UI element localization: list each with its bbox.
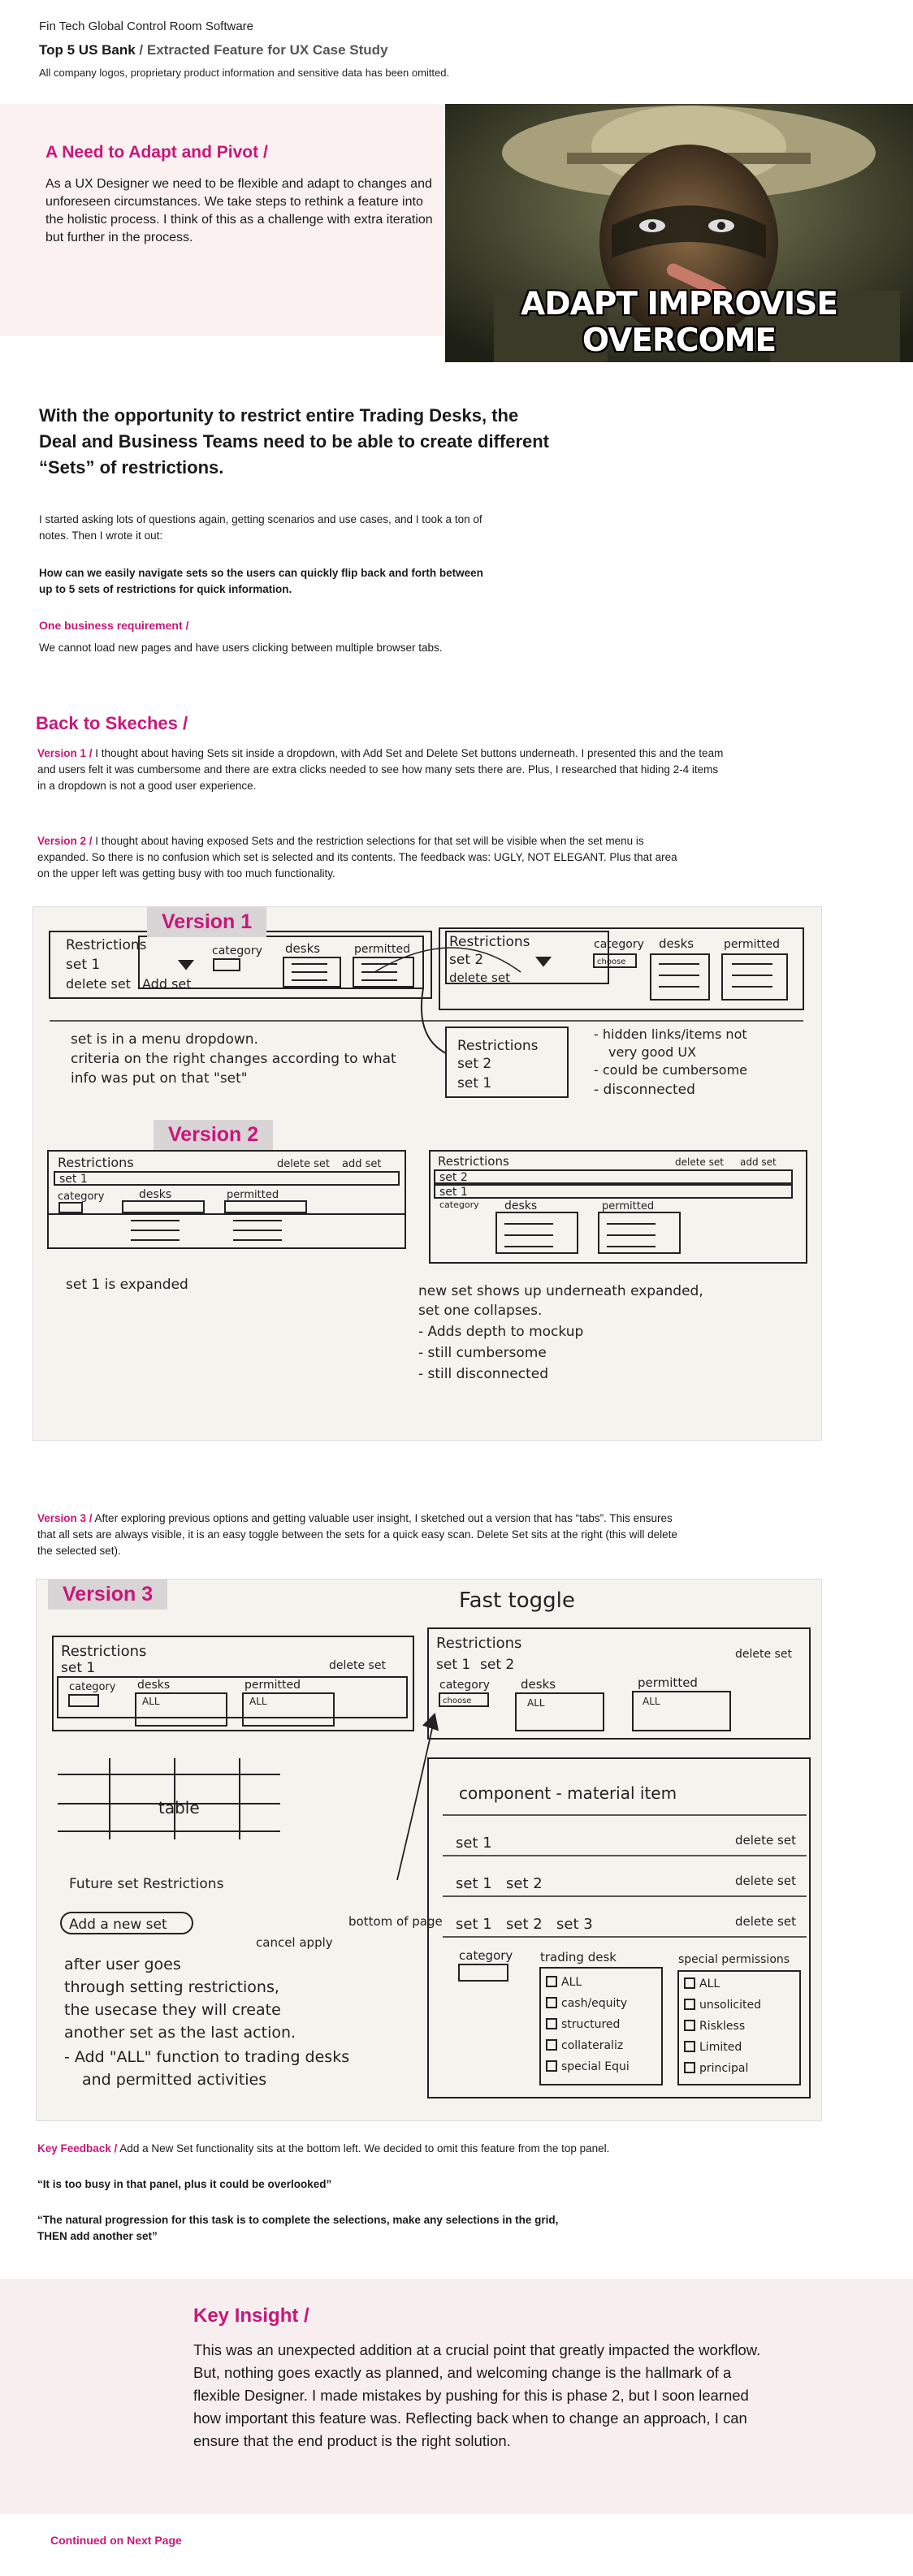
trading-desk-checkbox bbox=[547, 2040, 556, 2050]
trading-desk-checkbox bbox=[547, 2019, 556, 2029]
s3-fast-toggle: Fast toggle bbox=[459, 1588, 575, 1613]
s2r-desks: desks bbox=[504, 1199, 538, 1212]
continued-link[interactable]: Continued on Next Page bbox=[50, 2534, 182, 2547]
key-feedback-label: Key Feedback / bbox=[37, 2142, 118, 2155]
s3-category: category bbox=[69, 1681, 116, 1693]
feedback-quote-2a: “The natural progression for this task is to complete the selections, make any selections in the grid, bbox=[37, 2214, 559, 2226]
trading-desk-checkbox bbox=[547, 1998, 556, 2008]
s3-note2: through setting restrictions, bbox=[64, 1978, 279, 1996]
requirement-label: One business requirement / bbox=[39, 619, 189, 632]
page-title bbox=[39, 42, 388, 58]
s3-c-deleteset1: delete set bbox=[735, 1833, 796, 1848]
s3-trading-desk: trading desk bbox=[540, 1950, 617, 1964]
feedback-quote-1: “It is too busy in that panel, plus it could be overlooked” bbox=[37, 2178, 332, 2190]
s3-permitted: permitted bbox=[244, 1679, 301, 1692]
special-permission-checkbox bbox=[685, 2042, 694, 2051]
version3-description bbox=[37, 1511, 679, 1559]
special-permission-item: principal bbox=[699, 2062, 749, 2075]
trading-desk-item: cash/equity bbox=[561, 1997, 628, 2010]
trading-desk-item: collateraliz bbox=[561, 2039, 624, 2052]
s3-c-deleteset2: delete set bbox=[735, 1874, 796, 1888]
page-title-sub: / Extracted Feature for UX Case Study bbox=[135, 42, 388, 58]
s2-note6: - still disconnected bbox=[418, 1366, 549, 1382]
s3-note1: after user goes bbox=[64, 1956, 181, 1973]
s2-permitted: permitted bbox=[227, 1189, 279, 1201]
insight-body: This was an unexpected addition at a crucial point that greatly impacted the workflow. But, nothing goes exactly as planned, and welcoming change is the hallmark of a flexible Designer. I made mistakes by pushing for this is phase 2, but I soon learned how important this feature was. Reflecting back when to change an approach, I can ensure that the end product is the right solution. bbox=[193, 2341, 761, 2449]
s3-deleteset: delete set bbox=[329, 1659, 386, 1672]
sketch-drawing-3 bbox=[37, 1580, 822, 2121]
disclaimer: All company logos, proprietary product information and sensitive data has been omitted. bbox=[39, 67, 450, 79]
version3-tag: Version 3 bbox=[48, 1580, 167, 1610]
special-permission-item: Riskless bbox=[699, 2020, 746, 2033]
trading-desk-item: ALL bbox=[561, 1976, 582, 1989]
s3-note3: the usecase they will create bbox=[64, 2001, 281, 2019]
s3-restrictions: Restrictions bbox=[61, 1643, 147, 1660]
s2r-set1: set 1 bbox=[439, 1186, 468, 1199]
trading-desk-item: structured bbox=[561, 2018, 621, 2031]
s3-add-new: Add a new set bbox=[69, 1917, 167, 1933]
page-title-main: Top 5 US Bank bbox=[39, 42, 136, 58]
version1-text: I thought about having Sets sit inside a dropdown, with Add Set and Delete Set buttons underneath. I presented this and the team and users felt it was cumbersome and there are extra clicks needed to see how many sets there are. Plus, I researched that hiding 2-4 items in a dropdown is not a good user experience. bbox=[37, 747, 724, 792]
s2r-deleteset: delete set bbox=[675, 1156, 724, 1168]
s2r-addset: add set bbox=[740, 1156, 777, 1168]
special-permission-item: ALL bbox=[699, 1977, 720, 1990]
adapt-body: As a UX Designer we need to be flexible and adapt to changes and unforeseen circumstances. We take steps to rethink a feature into the holistic process. I think of this as a challenge with extra iteration but further in the process. bbox=[45, 177, 433, 244]
sketch-versions-1-2 bbox=[32, 906, 822, 1441]
adapt-title: A Need to Adapt and Pivot / bbox=[45, 143, 268, 162]
trading-desk-checkbox bbox=[547, 1977, 556, 1986]
s1-set1: set 1 bbox=[66, 957, 101, 973]
s3-c-category: category bbox=[459, 1948, 513, 1963]
s1-note6: - could be cumbersome bbox=[594, 1062, 748, 1078]
s3r-desks: desks bbox=[521, 1677, 556, 1692]
special-permission-checkbox bbox=[685, 1999, 694, 2009]
s1-dropdown-set2: set 2 bbox=[457, 1056, 492, 1072]
s3r-deleteset: delete set bbox=[735, 1648, 792, 1661]
version2-description bbox=[37, 833, 687, 882]
version1-label: Version 1 / bbox=[37, 747, 93, 759]
s1r-deleteset: delete set bbox=[449, 970, 510, 985]
version2-label: Version 2 / bbox=[37, 835, 93, 847]
s3-cancel-apply: cancel apply bbox=[256, 1935, 333, 1950]
s2-addset: add set bbox=[342, 1158, 382, 1170]
s3r-permitted-all: ALL bbox=[643, 1696, 660, 1707]
s2-note1: set 1 is expanded bbox=[66, 1277, 188, 1293]
s2-note2: new set shows up underneath expanded, bbox=[418, 1283, 703, 1299]
s1-category: category bbox=[212, 944, 262, 957]
s3-component: component - material item bbox=[459, 1783, 677, 1803]
s1-restrictions: Restrictions bbox=[66, 937, 147, 953]
s2-note3: set one collapses. bbox=[418, 1303, 543, 1319]
s3-table: table bbox=[158, 1798, 200, 1817]
s3r-choose: choose bbox=[443, 1696, 472, 1705]
s1r-permitted: permitted bbox=[724, 938, 781, 951]
intro-headline: With the opportunity to restrict entire Trading Desks, the Deal and Business Teams need to be able to create different “Sets” of restrictions. bbox=[39, 405, 549, 478]
special-permission-item: unsolicited bbox=[699, 1999, 761, 2012]
s1r-category: category bbox=[594, 938, 644, 951]
feedback-quote-2b: THEN add another set” bbox=[37, 2230, 158, 2242]
s3-c-set1: set 1 bbox=[456, 1835, 492, 1852]
version3-text: After exploring previous options and getting valuable user insight, I sketched out a version that has “tabs”. This ensures that all sets are always visible, it is an easy toggle between the sets for a quick easy scan. Delete Set sits at the right (this will delete the selected set). bbox=[37, 1512, 677, 1557]
s2-note5: - still cumbersome bbox=[418, 1345, 547, 1361]
s2-set1: set 1 bbox=[59, 1173, 88, 1186]
key-feedback bbox=[37, 2141, 768, 2157]
s3r-category: category bbox=[439, 1679, 490, 1692]
s2r-category: category bbox=[439, 1199, 479, 1210]
s1-deleteset: delete set bbox=[66, 976, 131, 992]
s1-desks: desks bbox=[285, 941, 321, 956]
version3-label: Version 3 / bbox=[37, 1512, 93, 1524]
s1r-desks: desks bbox=[659, 936, 694, 951]
s3-note5: - Add "ALL" function to trading desks bbox=[64, 2048, 350, 2066]
s3-desks: desks bbox=[137, 1679, 171, 1692]
s1-dropdown-restrictions: Restrictions bbox=[457, 1038, 539, 1054]
s2-category: category bbox=[58, 1191, 105, 1203]
s3-bottom-page: bottom of page bbox=[348, 1914, 443, 1929]
s3-c-deleteset3: delete set bbox=[735, 1914, 796, 1929]
s2r-permitted: permitted bbox=[602, 1200, 655, 1212]
intro-question: How can we easily navigate sets so the users can quickly flip back and forth between up to 5 sets of restrictions for quick information. bbox=[39, 567, 483, 595]
requirement-body: We cannot load new pages and have users clicking between multiple browser tabs. bbox=[39, 642, 443, 654]
s3-note6: and permitted activities bbox=[82, 2071, 267, 2089]
s3-c3-set2: set 2 bbox=[506, 1916, 543, 1933]
trading-desk-item: special Equi bbox=[561, 2060, 630, 2073]
trading-desk-checkbox bbox=[547, 2061, 556, 2071]
s1r-set2: set 2 bbox=[449, 952, 484, 968]
feedback-quote-2 bbox=[37, 2212, 768, 2245]
s3-set1: set 1 bbox=[61, 1660, 96, 1676]
s1-permitted: permitted bbox=[354, 943, 411, 956]
s3-c2-set1: set 1 bbox=[456, 1875, 492, 1892]
s3-permitted-all: ALL bbox=[249, 1696, 267, 1707]
meme-caption: ADAPT IMPROVISE OVERCOME bbox=[521, 286, 837, 359]
s3-special-perm: special permissions bbox=[678, 1953, 790, 1966]
s3r-restrictions: Restrictions bbox=[436, 1635, 522, 1652]
s3r-set2: set 2 bbox=[480, 1657, 515, 1673]
version2-text: I thought about having exposed Sets and the restriction selections for that set will be visible when the set menu is expanded. So there is no confusion which set is selected and its contents. The feedback was: UGLY, NOT ELEGANT. Plus that area on the upper left was getting busy with too much functionality. bbox=[37, 835, 677, 880]
s3-c3-set1: set 1 bbox=[456, 1916, 492, 1933]
s2-note4: - Adds depth to mockup bbox=[418, 1324, 584, 1340]
insight-title: Key Insight / bbox=[193, 2305, 309, 2327]
s3-c3-set3: set 3 bbox=[556, 1916, 593, 1933]
s1-note2: criteria on the right changes according to what bbox=[71, 1051, 396, 1067]
s3-desks-all: ALL bbox=[142, 1696, 160, 1707]
special-permissions-list bbox=[685, 1977, 761, 2075]
s1-note1: set is in a menu dropdown. bbox=[71, 1031, 258, 1048]
s3-note4: another set as the last action. bbox=[64, 2024, 296, 2042]
meme-image bbox=[445, 104, 913, 362]
s1-note7: - disconnected bbox=[594, 1082, 695, 1098]
s3-c2-set2: set 2 bbox=[506, 1875, 543, 1892]
s2-deleteset: delete set bbox=[277, 1158, 330, 1170]
s3-future: Future set Restrictions bbox=[69, 1876, 224, 1892]
project-line: Fin Tech Global Control Room Software bbox=[39, 19, 254, 33]
version1-tag: Version 1 bbox=[147, 907, 266, 937]
s1r-restrictions: Restrictions bbox=[449, 934, 530, 950]
trading-desk-list bbox=[547, 1976, 630, 2073]
special-permission-item: Limited bbox=[699, 2041, 742, 2054]
s2-desks: desks bbox=[139, 1188, 172, 1201]
special-permission-checkbox bbox=[685, 2063, 694, 2072]
s1-dropdown-set1: set 1 bbox=[457, 1075, 492, 1091]
s1-note3: info was put on that "set" bbox=[71, 1070, 248, 1087]
sketch-version-3 bbox=[36, 1579, 822, 2121]
s3r-set1: set 1 bbox=[436, 1657, 471, 1673]
s1-addset: Add set bbox=[142, 976, 192, 992]
version1-description bbox=[37, 746, 728, 794]
section-title-sketches: Back to Skeches / bbox=[36, 713, 188, 733]
s1-note4: - hidden links/items not bbox=[594, 1027, 747, 1042]
s1-note5: very good UX bbox=[608, 1044, 697, 1060]
s2-restrictions: Restrictions bbox=[58, 1155, 134, 1170]
version2-tag: Version 2 bbox=[154, 1120, 273, 1150]
key-feedback-text: Add a New Set functionality sits at the bottom left. We decided to omit this feature from the top panel. bbox=[117, 2142, 610, 2155]
sketch-drawing-1-2 bbox=[33, 907, 822, 1441]
intro-paragraph: I started asking lots of questions again, getting scenarios and use cases, and I took a ton of notes. Then I wrote it out: bbox=[39, 513, 482, 542]
s1r-choose: choose bbox=[597, 957, 626, 966]
s3r-permitted: permitted bbox=[638, 1675, 698, 1690]
special-permission-checkbox bbox=[685, 2021, 694, 2030]
special-permission-checkbox bbox=[685, 1978, 694, 1988]
s3r-desks-all: ALL bbox=[527, 1697, 545, 1709]
s2r-set2: set 2 bbox=[439, 1171, 468, 1184]
s2r-restrictions: Restrictions bbox=[438, 1154, 509, 1169]
